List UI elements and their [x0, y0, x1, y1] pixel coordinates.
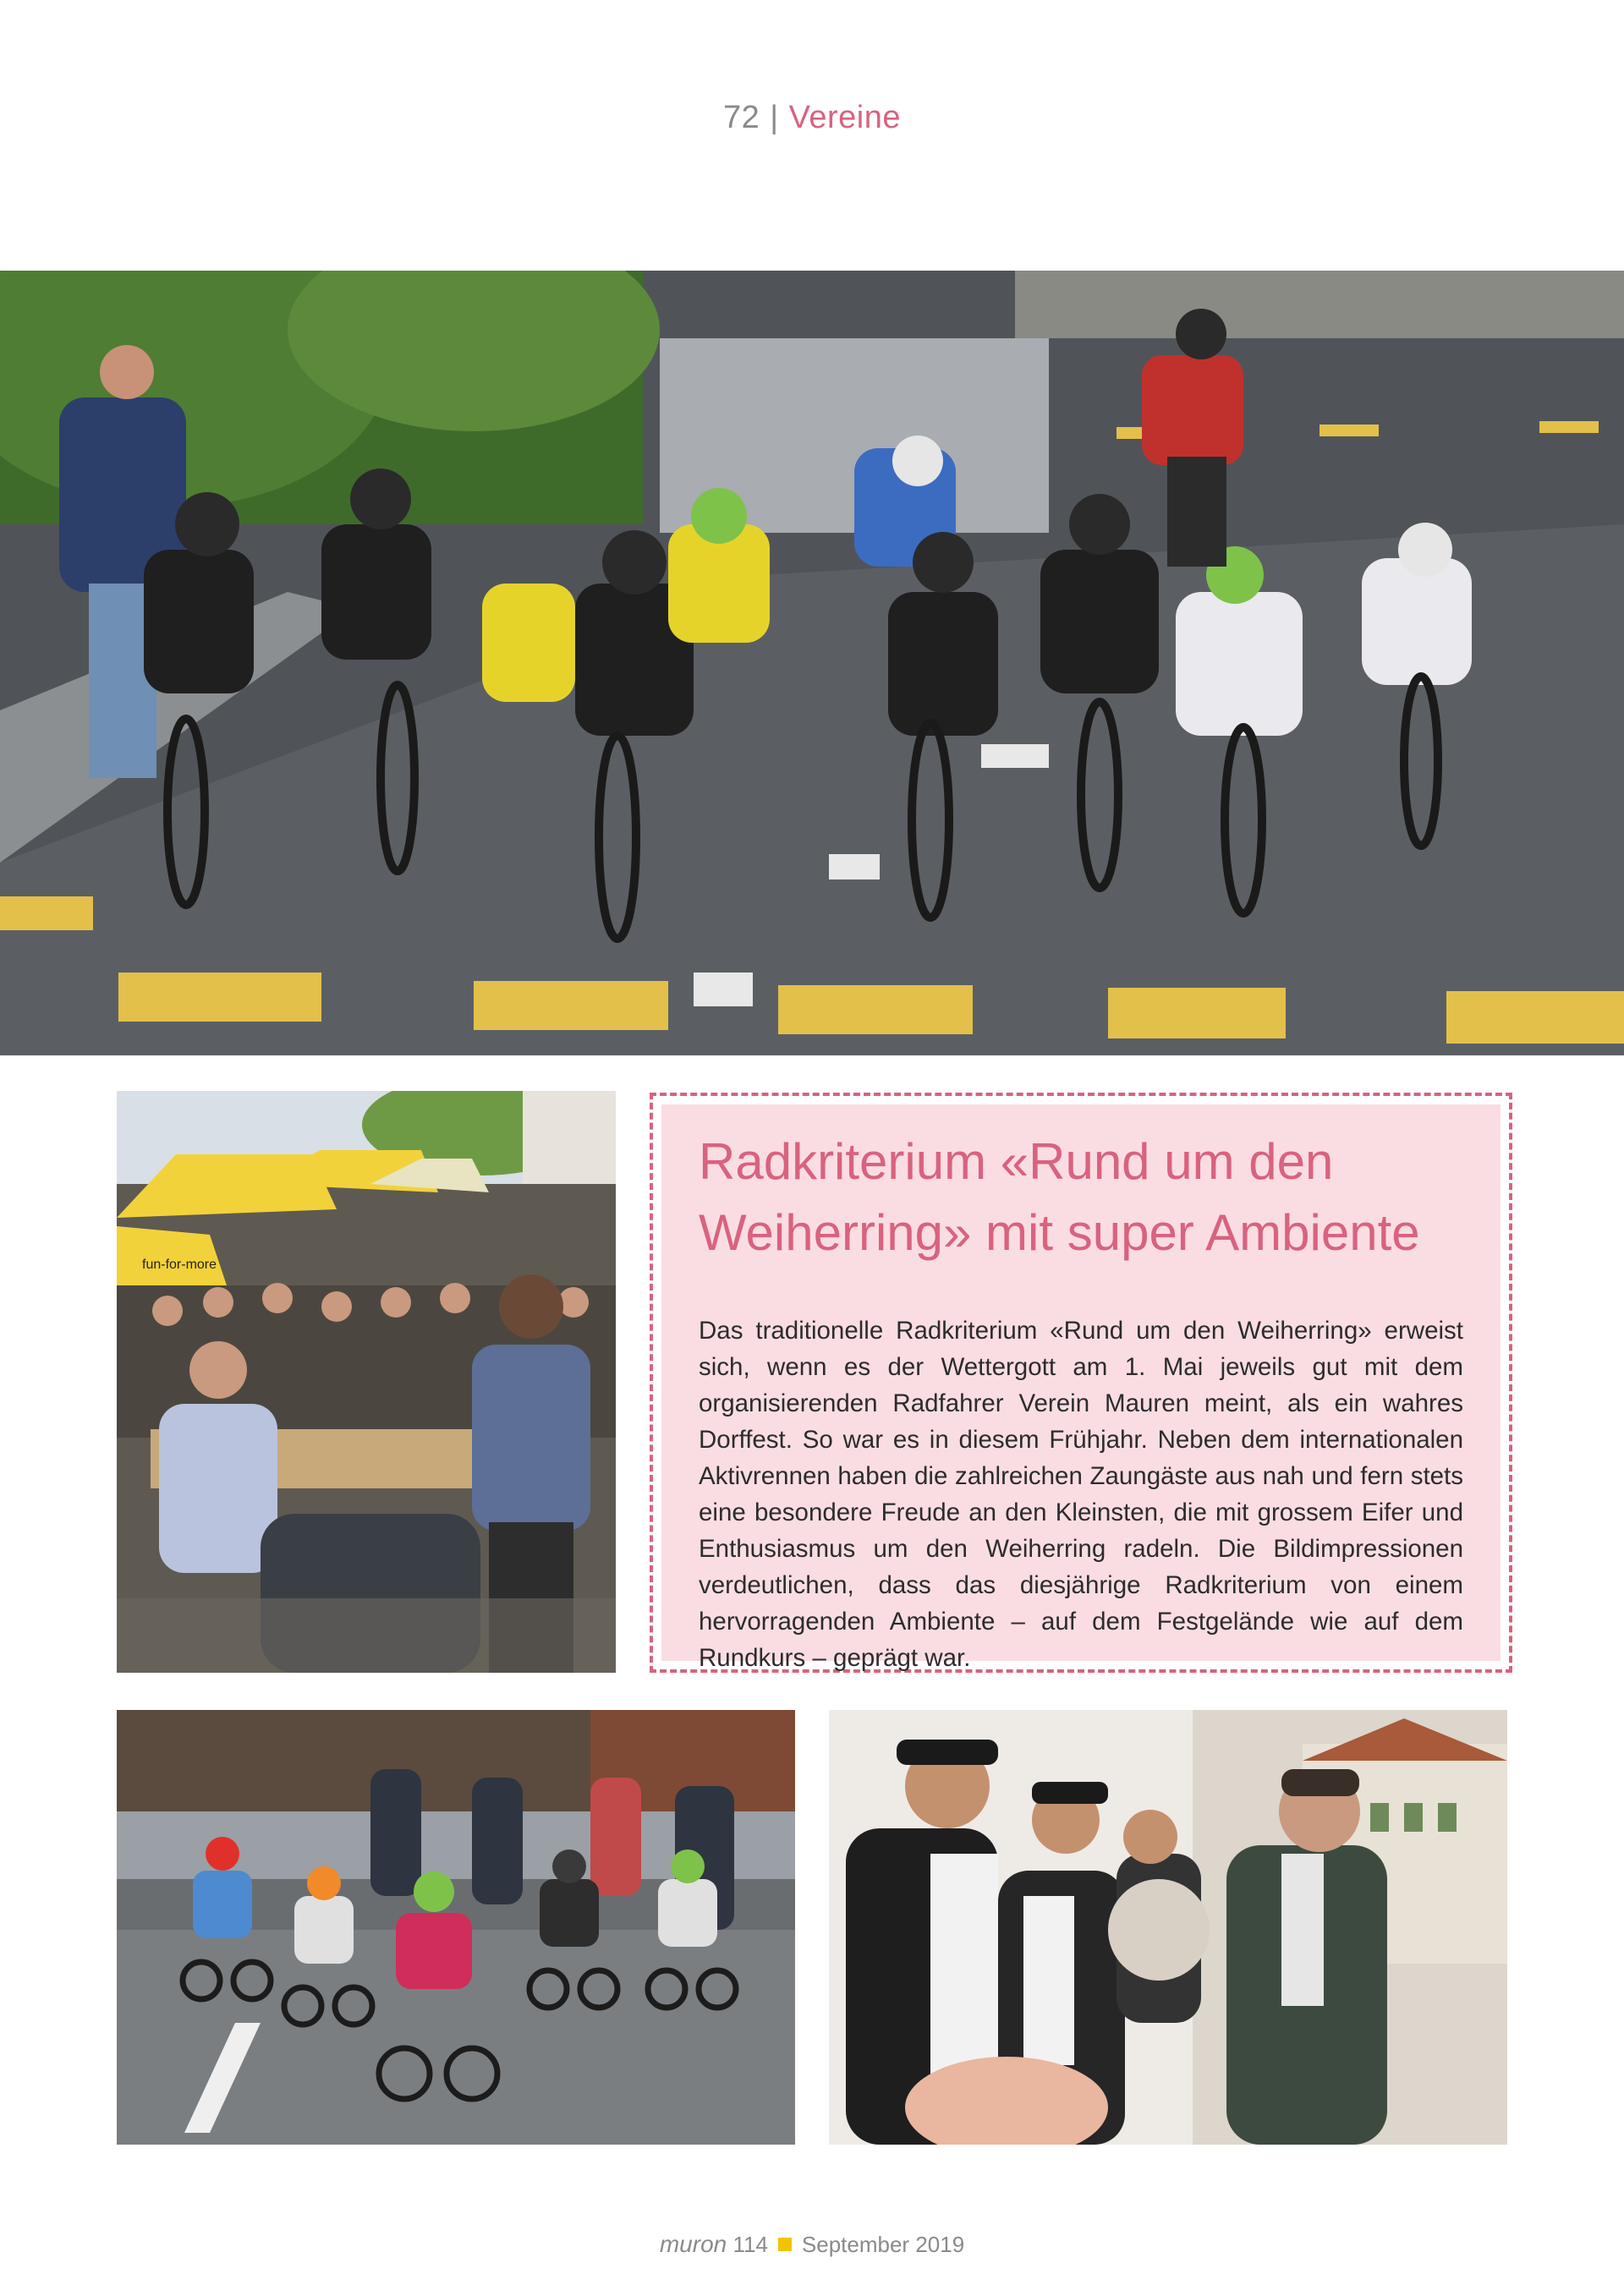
article-title: Radkriterium «Rund um den Weiherring» mit super Ambiente — [699, 1133, 1420, 1261]
page-footer — [0, 2231, 1624, 2258]
footer-date: September 2019 — [801, 2232, 965, 2257]
article-inner — [661, 1104, 1501, 1672]
header-separator: | — [770, 100, 779, 135]
cyclists-photo-icon — [0, 271, 1624, 1055]
footer-issue: 114 — [732, 2232, 768, 2257]
kids-photo — [117, 1710, 795, 2145]
article-box — [650, 1093, 1512, 1673]
festival-crowd-photo-icon — [117, 1091, 616, 1673]
article-body: Das traditionelle Radkriterium «Rund um den Weiherring» erweist sich, wenn es der Wettergott am 1. Mai jeweils gut mit dem organisierenden Radfahrer Verein Mauren meint, als ein wahres Dorffest. So war es in diesem Frühjahr. Neben dem internationalen Aktivrennen haben die zahlreichen Zaungäste aus nah und fern stets eine besondere Freude an den Kleinsten, die mit grossem Eifer und Enthusiasmus um den Weiherring radeln. Die Bildimpressionen verdeutlichen, dass das diesjährige Radkriterium von einem hervorragenden Ambiente – auf dem Festgelände wie auf dem Rundkurs – geprägt war. — [699, 1317, 1463, 1672]
kids-balance-bike-photo-icon — [117, 1710, 795, 2145]
section-title: Vereine — [788, 100, 902, 135]
footer-brand: muron — [659, 2231, 727, 2257]
hero-photo — [0, 271, 1624, 1055]
festival-photo — [117, 1091, 616, 1673]
page-header — [0, 100, 1624, 136]
umbrella-text: fun-for-more — [142, 1258, 217, 1272]
award-photo — [829, 1710, 1507, 2145]
footer-square-icon — [778, 2238, 792, 2251]
award-handshake-photo-icon — [829, 1710, 1507, 2145]
page-number: 72 — [722, 100, 760, 135]
